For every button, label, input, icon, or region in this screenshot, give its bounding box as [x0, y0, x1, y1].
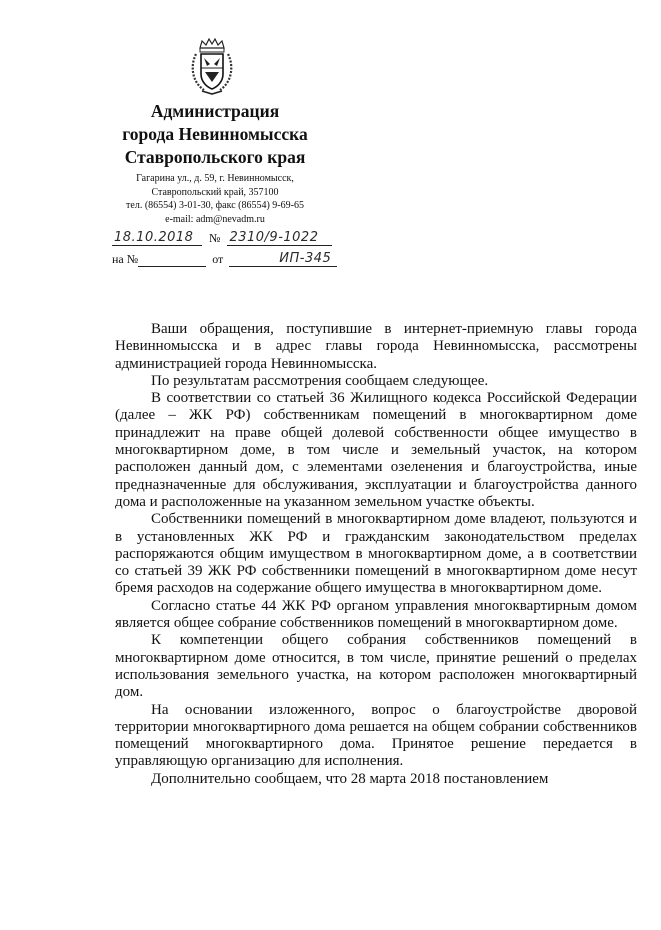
- number-label: №: [209, 231, 221, 245]
- org-line-2: города Невинномысска: [122, 124, 308, 144]
- reference-label: на №: [112, 252, 139, 266]
- paragraph-7: На основании изложенного, вопрос о благоустройстве дворовой территории многоквартирного дома решается на общем собрании собственников помещений многоквартирного дома. Принятое решение передается в управляющую организацию для исполнения.: [115, 701, 637, 770]
- org-line-3: Ставропольского края: [124, 147, 306, 167]
- reference-line: [112, 252, 337, 270]
- paragraph-4: Собственники помещений в многоквартирном доме владеют, пользуются и в установленных ЖК РФ и гражданским законодательством пределах распоряжаются общим имуществом в многоквартирном доме, а в соответствии со статьей 39 ЖК РФ собственники помещений в многоквартирном доме несут бремя расходов на содержание общего имущества в многоквартирном доме.: [115, 511, 637, 597]
- reference-number: ИП-345: [279, 251, 332, 266]
- address-line-1: Гагарина ул., д. 59, г. Невинномысск,: [136, 173, 294, 184]
- organization-address: [110, 172, 320, 226]
- paragraph-6: К компетенции общего собрания собственников помещений в многоквартирном доме относится, в том числе, принятие решений о пределах использования земельного участка, на котором расположен многоквартирный дом.: [115, 632, 637, 701]
- outgoing-number: 2310/9-1022: [229, 230, 319, 245]
- outgoing-registration-line: [112, 231, 332, 249]
- paragraph-1: Ваши обращения, поступившие в интернет-приемную главы города Невинномысска и в адрес главы города Невинномысска, рассмотрены администрацией города Невинномысска.: [115, 321, 637, 372]
- address-line-3: тел. (86554) 3-01-30, факс (86554) 9-69-65: [126, 200, 304, 211]
- reference-number-blank: [138, 252, 206, 267]
- outgoing-date: 18.10.2018: [114, 230, 194, 245]
- paragraph-8: Дополнительно сообщаем, что 28 марта 2018 постановлением: [151, 770, 549, 787]
- outgoing-number-field: [227, 231, 332, 246]
- reference-date-field: [229, 252, 337, 267]
- letter-body: [115, 321, 637, 788]
- address-line-2: Ставропольский край, 357100: [151, 186, 279, 198]
- org-line-1: Администрация: [150, 101, 280, 121]
- coat-of-arms-icon: [190, 38, 234, 96]
- from-label: от: [212, 252, 224, 266]
- paragraph-3: В соответствии со статьей 36 Жилищного кодекса Российской Федерации (далее – ЖК РФ) собственникам помещений в многоквартирном доме принадлежит на праве общей долевой собственности общее имущество в многоквартирном доме, в том числе и земельный участок, на котором расположен данный дом, с элементами озеленения и благоустройства, иные предназначенные для обслуживания, эксплуатации и благоустройства данного дома и расположенные на указанном земельном участке объекты.: [115, 390, 637, 510]
- paragraph-2: По результатам рассмотрения сообщаем следующее.: [151, 372, 489, 389]
- organization-name: [110, 100, 320, 169]
- outgoing-date-field: [112, 231, 202, 246]
- address-line-4: e-mail: adm@nevadm.ru: [165, 213, 265, 225]
- paragraph-5: Согласно статье 44 ЖК РФ органом управления многоквартирным домом является общее собрание собственников помещений в многоквартирном доме.: [115, 597, 637, 632]
